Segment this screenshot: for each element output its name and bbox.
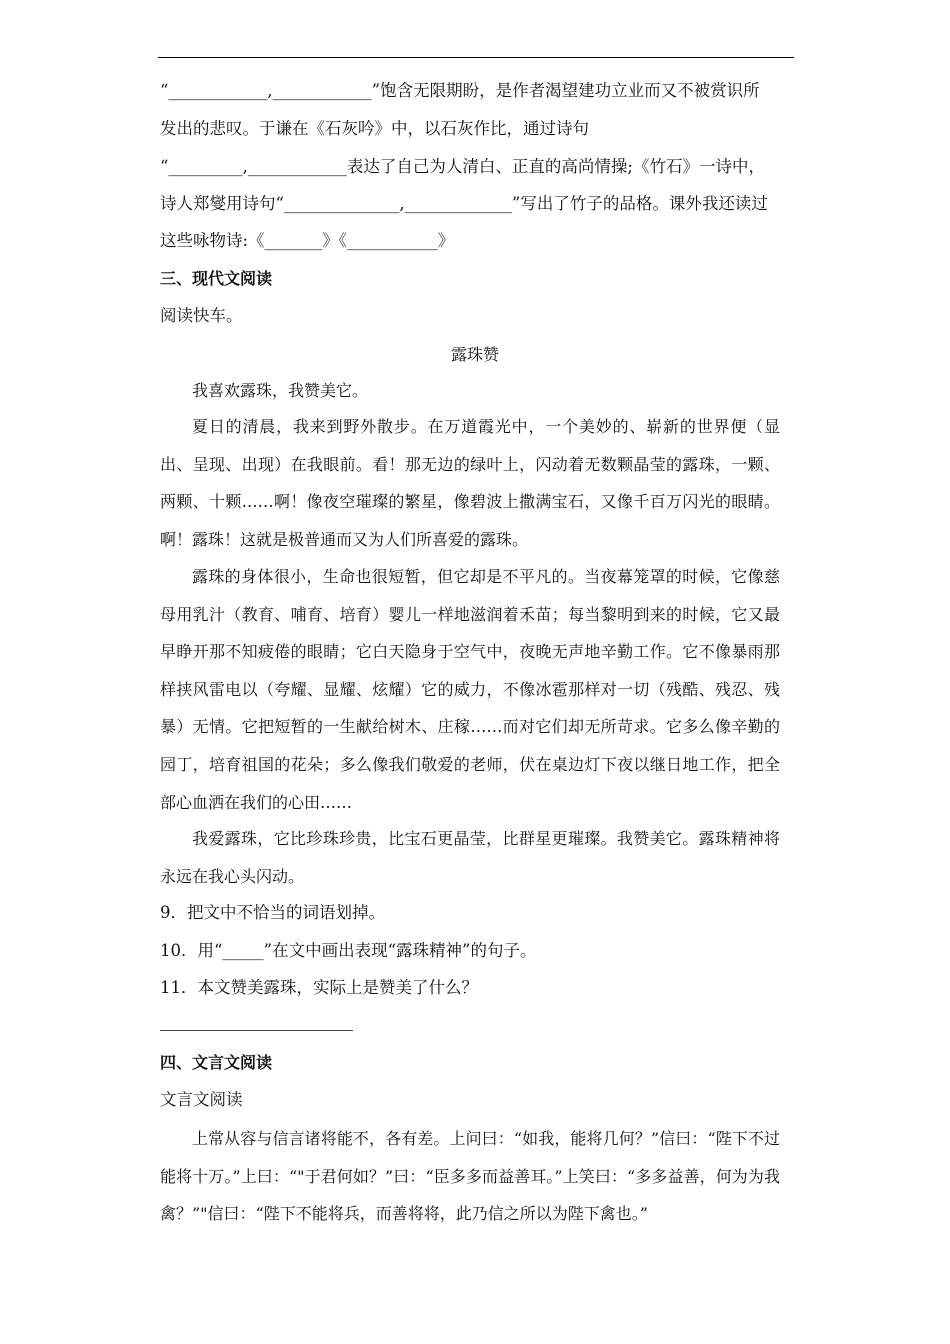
question-11: 11．本文赞美露珠，实际上是赞美了什么？: [160, 978, 478, 997]
passage-title: 露珠赞: [450, 345, 499, 364]
question-10: 10．用“_____”在文中画出表现“露珠精神”的句子。: [160, 941, 537, 960]
section-4-heading: 四、文言文阅读: [160, 1053, 273, 1072]
fill-line-5: 这些咏物诗:《_______》《___________》: [160, 231, 455, 250]
header-rule: [158, 57, 794, 58]
question-9: 9．把文中不恰当的词语划掉。: [160, 903, 385, 922]
fill-line-2: 发出的悲叹。于谦在《石灰吟》中，以石灰作比，通过诗句: [160, 119, 589, 138]
section-4-intro: 文言文阅读: [160, 1090, 243, 1109]
fill-line-3: “_________,____________表达了自己为人清白、正直的高尚情操;《竹石》一诗中，: [160, 157, 765, 176]
passage-paragraph-4: 我爱露珠，它比珍珠珍贵，比宝石更晶莹，比群星更璀璨。我赞美它。露珠精神将永远在我心头闪动。: [160, 829, 780, 886]
passage-paragraph-3: 露珠的身体很小，生命也很短暂，但它却是不平凡的。当夜幕笼罩的时候，它像慈母用乳汁（教育、哺育、培育）婴儿一样地滋润着禾苗；每当黎明到来的时候，它又最早睁开那不知疲倦的眼睛；它白天隐身于空气中，夜晚无声地辛勤工作。它不像暴雨那样挟风雷电以（夸耀、显耀、炫耀）它的威力，不像冰雹那样对一切（残酷、残忍、残暴）无情。它把短暂的一生献给树木、庄稼……而对它们却无所苛求。它多么像辛勤的园丁，培育祖国的花朵；多么像我们敬爱的老师，伏在桌边灯下夜以继日地工作，把全部心血洒在我们的心田……: [160, 567, 780, 812]
classical-paragraph: 上常从容与信言诸将能不，各有差。上问曰：“如我，能将几何？”信曰：“陛下不过能将十万。”上曰：“"于君何如？”曰：“臣多多而益善耳。”上笑曰：“多多益善，何为为我禽？”"信曰：“陛下不能将兵，而善将将，此乃信之所以为陛下禽也。”: [160, 1129, 780, 1224]
answer-line: [160, 1030, 353, 1031]
fill-line-1: “____________,____________”饱含无限期盼，是作者渴望建功立业而又不被赏识所: [160, 81, 760, 100]
fill-line-4: 诗人郑燮用诗句“______________,_____________”写出了竹子的品格。课外我还读过: [160, 194, 768, 213]
passage-paragraph-2: 夏日的清晨，我来到野外散步。在万道霞光中，一个美妙的、崭新的世界便（显出、呈现、出现）在我眼前。看！那无边的绿叶上，闪动着无数颗晶莹的露珠，一颗、两颗、十颗……啊！像夜空璀璨的繁星，像碧波上撒满宝石，又像千百万闪光的眼睛。啊！露珠！这就是极普通而又为人们所喜爱的露珠。: [160, 417, 780, 549]
section-3-intro: 阅读快车。: [160, 306, 243, 325]
section-3-heading: 三、现代文阅读: [160, 269, 273, 288]
passage-paragraph-1: 我喜欢露珠，我赞美它。: [192, 381, 369, 400]
